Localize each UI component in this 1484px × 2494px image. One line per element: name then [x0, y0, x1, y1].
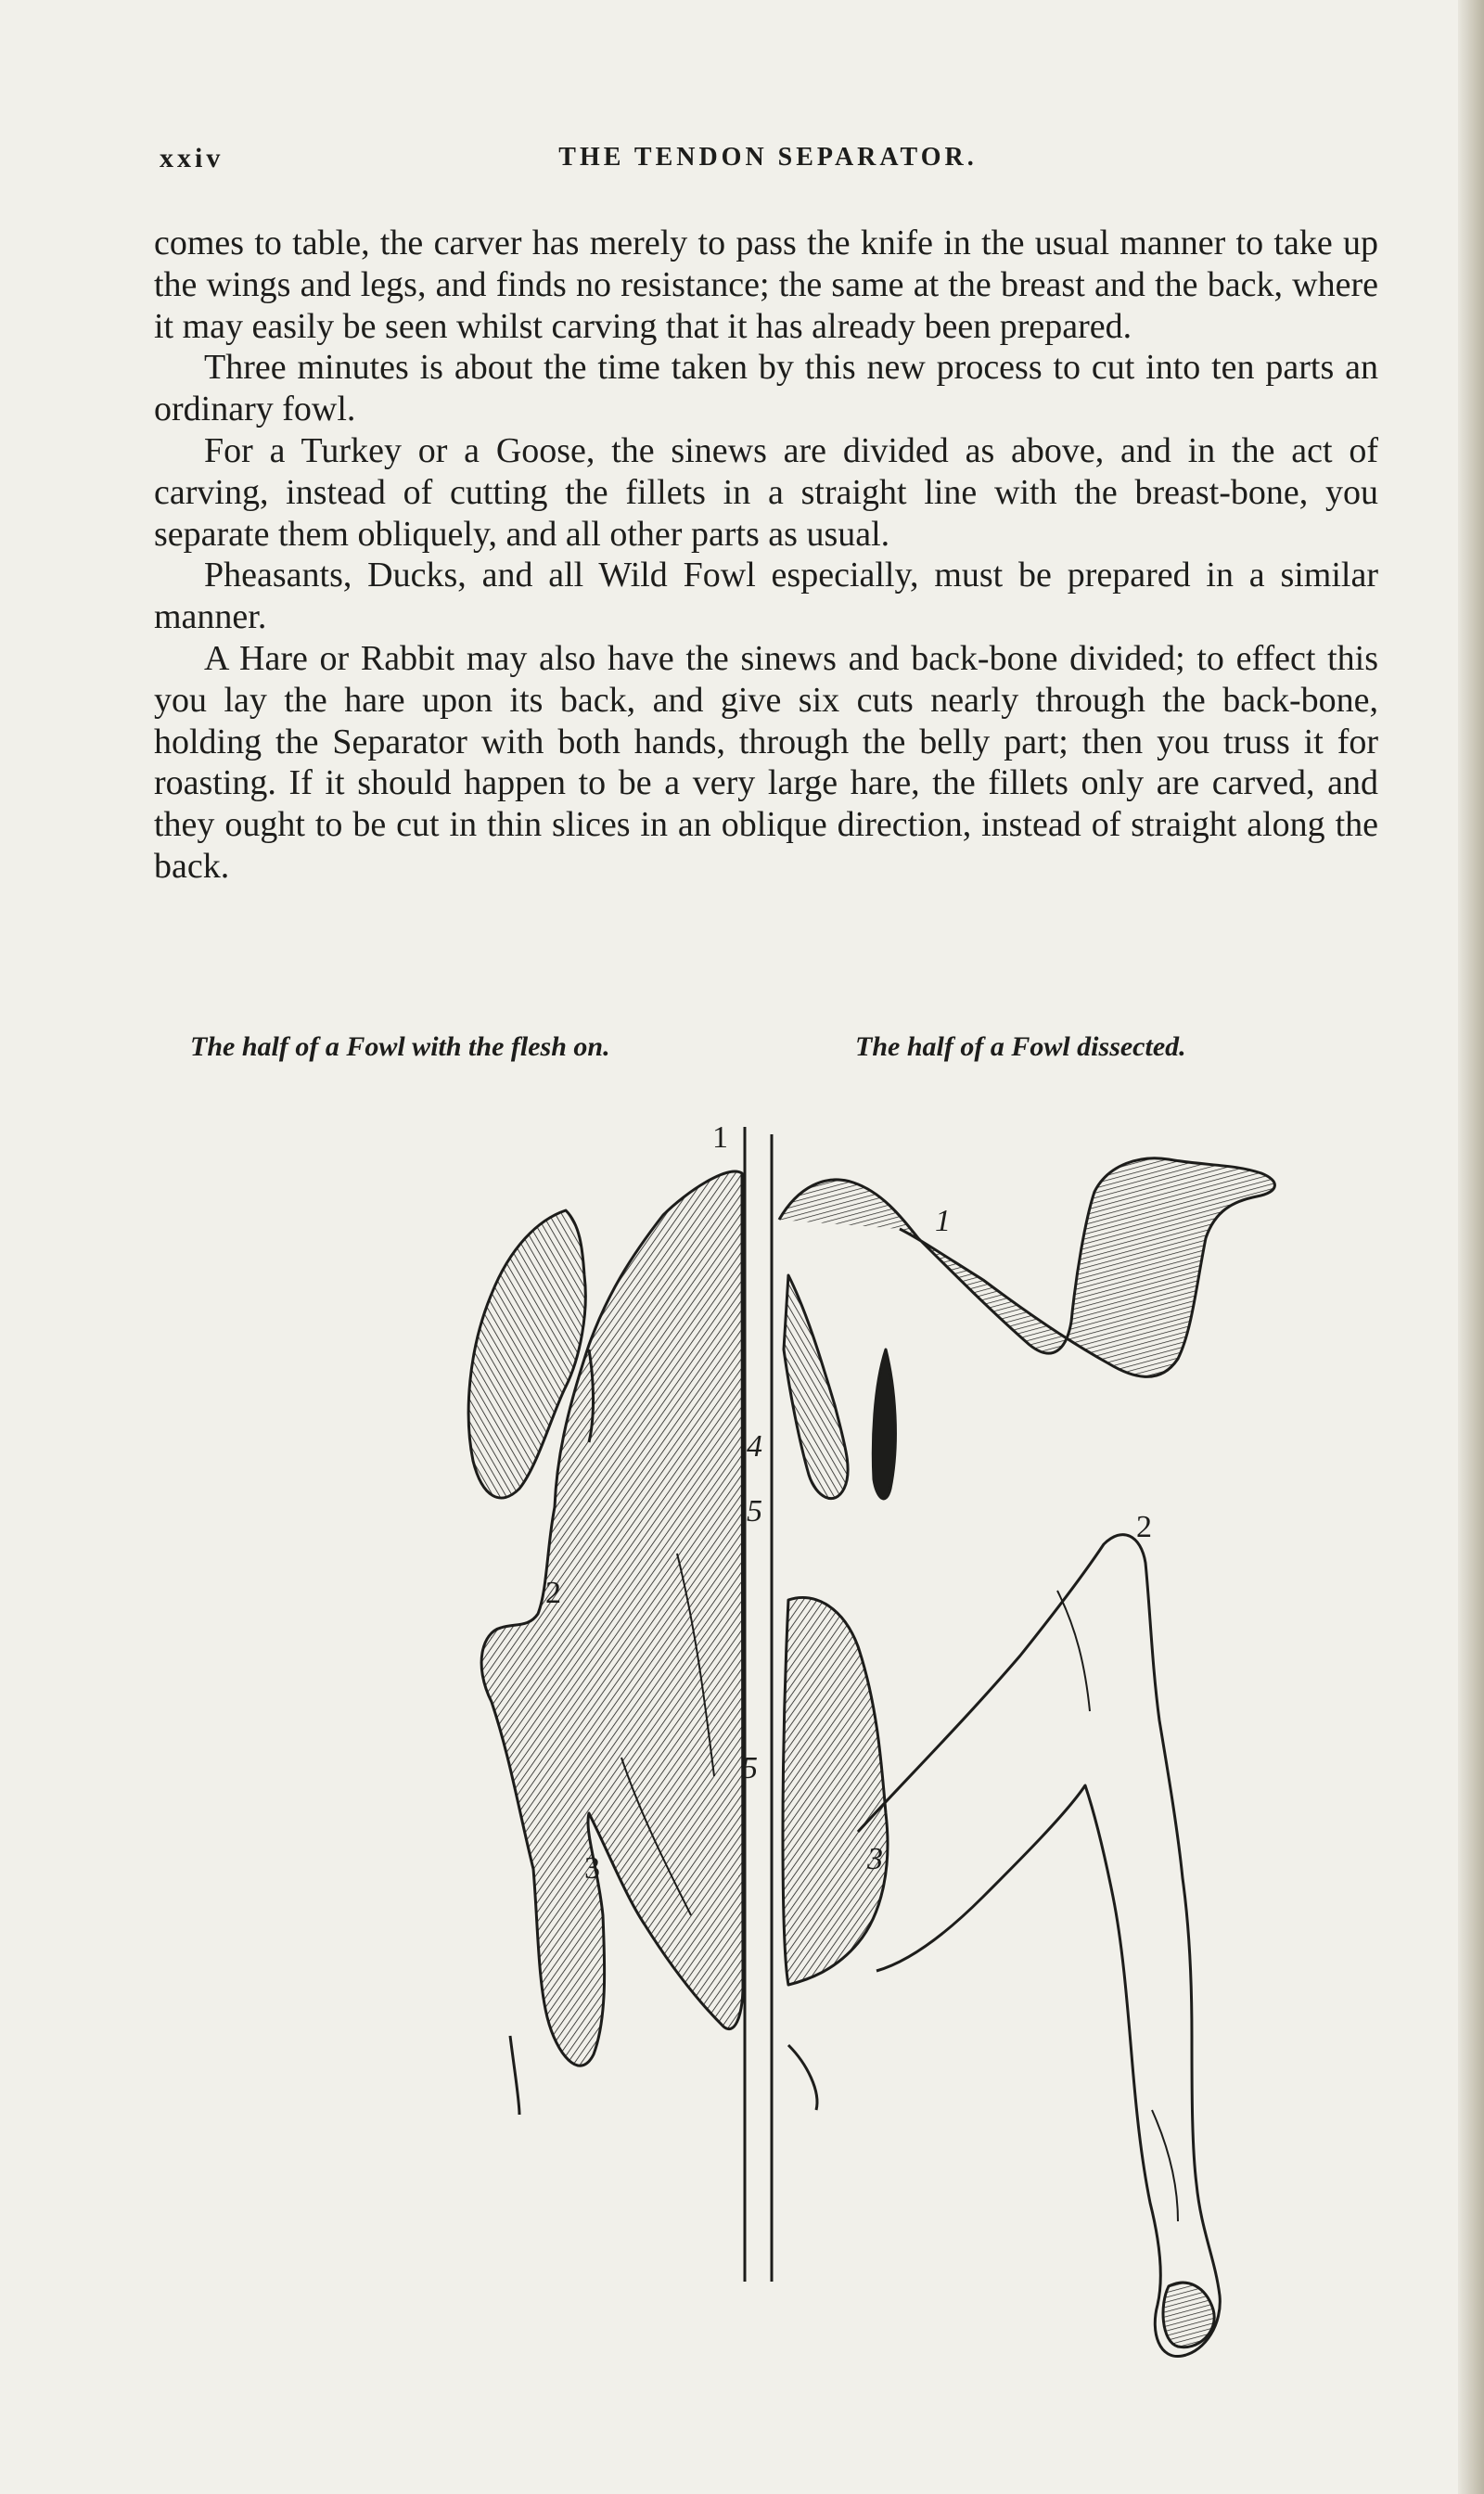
right-half-fowl: [779, 1158, 1274, 2357]
fowl-illustration: [352, 1108, 1391, 2435]
paragraph: For a Turkey or a Goose, the sinews are divided as above, and in the act of carving, instead of cutting the fillets in a straight line with the breast-bone, you separate them obliquely, and all other parts as usual.: [154, 430, 1378, 554]
label-right-1: 1: [935, 1204, 951, 1238]
label-right-3: 3: [867, 1842, 883, 1876]
label-left-1: 1: [712, 1120, 728, 1155]
label-left-3: 3: [584, 1851, 600, 1886]
paragraph: A Hare or Rabbit may also have the sinews and back-bone divided; to effect this you lay the hare upon its back, and give six cuts nearly through the back-bone, holding the Separator with both hands, through the belly part; then you truss it for roasting. If it should happen to be a very large hare, the fillets only are carved, and they ought to be cut in thin slices in an oblique direction, instead of straight along the back.: [154, 638, 1378, 886]
label-center-5b: 5: [742, 1751, 758, 1785]
page-number: xxiv: [160, 143, 224, 173]
label-center-4: 4: [747, 1429, 762, 1464]
running-title: THE TENDON SEPARATOR.: [558, 143, 978, 172]
label-right-2: 2: [1136, 1510, 1152, 1544]
page-edge-shadow: [1458, 0, 1484, 2494]
figure-caption-right: The half of a Fowl dissected.: [855, 1031, 1186, 1062]
paragraph: Pheasants, Ducks, and all Wild Fowl especially, must be prepared in a similar manner.: [154, 556, 1378, 637]
label-center-5a: 5: [747, 1494, 762, 1528]
divider-lines: [745, 1127, 772, 2282]
paragraph: comes to table, the carver has merely to pass the knife in the usual manner to take up the wings and legs, and finds no resistance; the same at the breast and the back, where it may easily be seen whilst carving that it has already been prepared.: [154, 224, 1378, 346]
left-half-fowl: [468, 1171, 743, 2115]
figure-caption-left: The half of a Fowl with the flesh on.: [190, 1031, 610, 1062]
paragraph: Three minutes is about the time taken by this new process to cut into ten parts an ordinary fowl.: [154, 348, 1378, 429]
label-left-2: 2: [545, 1576, 561, 1610]
fowl-engraving: [352, 1108, 1391, 2435]
page-header: [160, 143, 1376, 187]
body-text: [154, 223, 1378, 888]
